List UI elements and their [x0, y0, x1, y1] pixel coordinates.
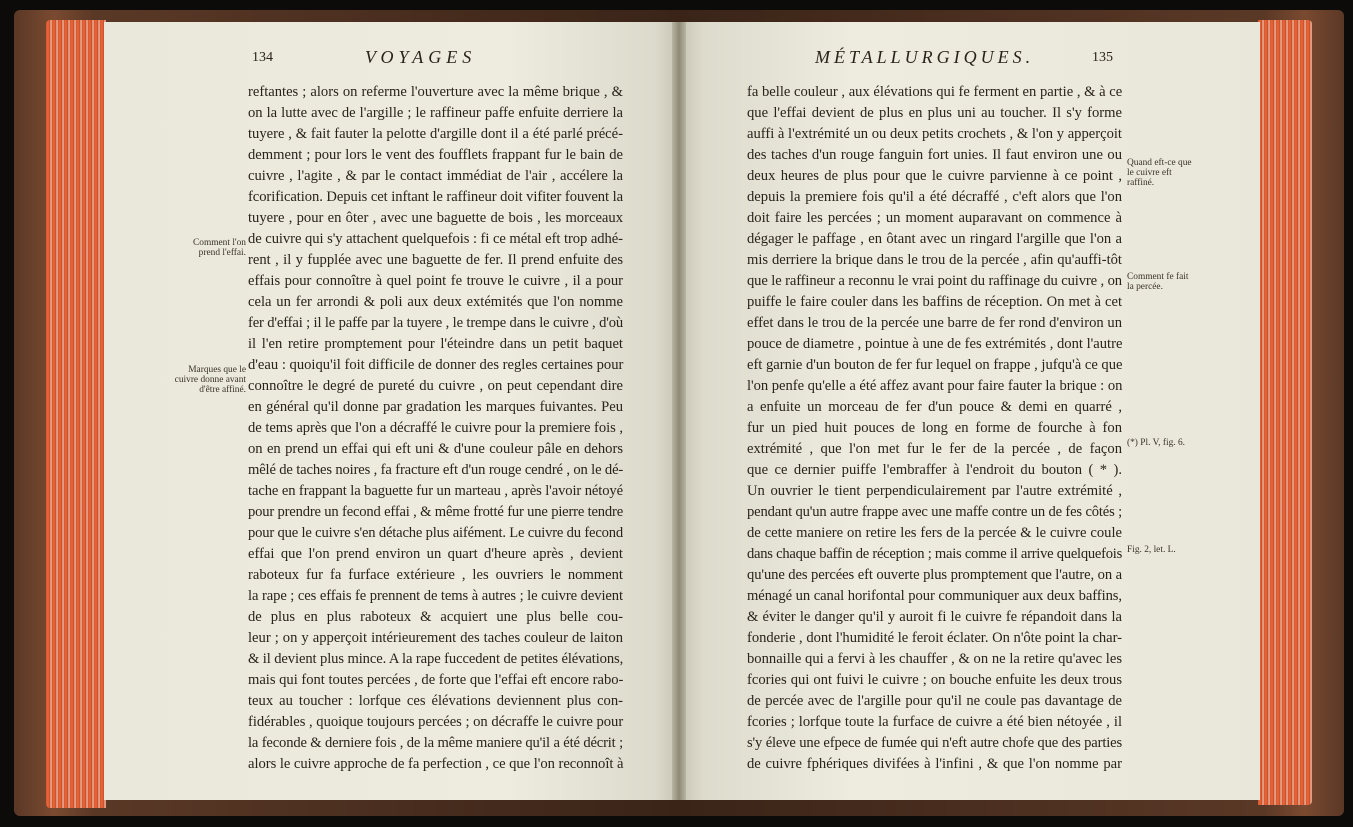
- left-running-head: VOYAGES: [365, 47, 477, 67]
- left-margin-note-1: Comment l'on prend l'effai.: [193, 238, 246, 258]
- right-margin-note-3: (*) Pl. V, fig. 6.: [1127, 438, 1185, 448]
- text-line: que le raffineur a reconnu le vrai point du raffinage du cuivre , on: [747, 273, 1122, 289]
- text-line: de percée avec de l'argille pour qu'il ne coule pas davantage de: [747, 693, 1122, 709]
- text-line: ménagé un canal horifontal pour communiquer aux deux baffins,: [747, 588, 1122, 604]
- text-line: de plus en plus raboteux & acquiert une plus belle cou-: [248, 609, 623, 625]
- text-line: on la lutte avec de l'argille ; le raffineur paffe enfuite derriere la: [248, 105, 623, 121]
- text-line: doit faire les percées ; un moment auparavant on commence à: [747, 210, 1122, 226]
- text-line: que l'effai devient de plus en plus uni au toucher. Il s'y forme: [747, 105, 1122, 121]
- text-line: la feconde & derniere fois , de la même maniere qu'il a été décrit ;: [248, 735, 623, 751]
- text-line: teux au toucher : lorfque ces élévations deviennent plus con-: [248, 693, 623, 709]
- text-line: effais pour connoître à quel point fe trouve le cuivre , il a pour: [248, 273, 623, 289]
- text-line: de tems après que l'on a décraffé le cuivre pour la premiere fois ,: [248, 420, 623, 436]
- text-line: eft garnie d'un bouton de fer fur lequel on frappe , jufqu'à ce que: [747, 357, 1123, 373]
- text-line: puiffe le faire couler dans les baffins de réception. On met à cet: [747, 294, 1122, 310]
- page-edges-left: [46, 20, 106, 808]
- text-line: connoître le degré de pureté du cuivre , on peut cependant dire: [248, 378, 623, 394]
- right-margin-note-4: Fig. 2, let. L.: [1127, 545, 1176, 555]
- text-line: de cuivre fphériques divifées à l'infini , & que l'on nomme par: [747, 756, 1122, 772]
- text-line: fidérables , quoique toujours percées ; on décraffe le cuivre pour: [248, 714, 624, 730]
- page-edges-right: [1258, 20, 1312, 805]
- text-line: en général qu'il donne par gradation les marques fuivantes. Peu: [248, 399, 623, 415]
- text-line: des taches d'un rouge fanguin fort unies. Il faut environ une ou: [747, 147, 1122, 163]
- left-margin-note-2: Marques que le cuivre donne avant d'être affiné.: [174, 365, 246, 395]
- text-line: fer d'effai ; il le paffe par la tuyere , le trempe dans le cuivre , d'où: [248, 315, 623, 331]
- text-line: tache en frappant la baguette fur un marteau , après l'avoir nétoyé: [248, 483, 623, 499]
- text-line: pour prendre un fecond effai , & même frotté fur une pierre tendre: [248, 504, 623, 520]
- text-line: fa belle couleur , aux élévations qui fe ferment en partie , & à ce: [747, 84, 1123, 100]
- text-line: leur ; on y apperçoit intérieurement des taches couleur de laiton: [248, 630, 623, 646]
- text-line: alors le cuivre approche de fa perfection , ce que l'on reconnoît à: [248, 756, 624, 772]
- text-line: la rape ; ces effais fe prennent de tems à autres ; le cuivre devient: [248, 588, 623, 604]
- text-line: pendant qu'un autre frappe avec une maffe contre un de fes côtés ;: [747, 504, 1122, 520]
- text-line: raboteux fur fa furface extérieure , les ouvriers le nomment: [248, 567, 623, 583]
- text-line: rent , il y fupplée avec une baguette de fer. Il prend enfuite des: [248, 252, 623, 268]
- text-line: fcorification. Depuis cet inftant le raffineur doit vifiter fouvent la: [248, 189, 623, 205]
- text-line: l'on penfe qu'elle a été affez avant pour faire fauter la brique : on: [747, 378, 1123, 394]
- text-line: pour que le cuivre s'en détache plus aifément. Le cuivre du fecond: [248, 525, 623, 541]
- text-line: demment ; pour lors le vent des foufflets frappant fur le bain de: [248, 147, 623, 163]
- text-line: deux heures de plus pour que le cuivre parvienne à ce point ,: [747, 168, 1122, 184]
- text-line: dans chaque baffin de réception ; mais comme il arrive quelquefois: [747, 546, 1123, 562]
- text-line: bonnaille qui a fervi à les chauffer , & on ne la retire qu'avec les: [747, 651, 1122, 667]
- text-line: mis derriere la brique dans le trou de la percée , afin qu'auffi-tôt: [747, 252, 1122, 268]
- text-line: effet dans le trou de la percée une barre de fer rond d'environ un: [747, 315, 1122, 331]
- text-line: on en prend un effai qui eft uni & d'une couleur pâle en dehors: [248, 441, 623, 457]
- text-line: fonderie , dont l'humidité le feroit éclater. On n'ôte point la char-: [747, 630, 1122, 646]
- text-line: fcories ; lorfque toute la furface de cuivre a été bien nétoyée , il: [747, 714, 1122, 730]
- text-line: auffi à l'extrémité un ou deux petits crochets , & l'on y apperçoit: [747, 126, 1122, 142]
- text-line: s'y éleve une efpece de fumée qui n'eft autre chofe que des parties: [747, 735, 1122, 751]
- text-line: cuivre , l'agite , & par le contact immédiat de l'air , accélere la: [248, 168, 623, 184]
- text-line: a enfuite un morceau de fer d'un pouce & demi en quarré ,: [747, 399, 1122, 415]
- text-line: pouce de diametre , pointue à une de fes extrémités , dont l'autre: [747, 336, 1123, 352]
- text-line: mêlé de taches noires , fa fracture eft d'un rouge cendré , on le dé-: [248, 462, 624, 478]
- book-gutter: [672, 22, 686, 800]
- text-line: tuyere , & fait fauter la pelotte d'argille dont il a été parlé précé-: [248, 126, 623, 142]
- text-line: de cuivre qui s'y attachent quelquefois : fi ce métal eft trop adhé-: [248, 231, 623, 247]
- text-line: cela un fer arrondi & poli aux deux extémités que l'on nomme: [248, 294, 623, 310]
- text-line: il l'en retire promptement pour l'éteindre dans un petit baquet: [248, 336, 623, 352]
- right-running-head: MÉTALLURGIQUES.: [815, 47, 1035, 67]
- text-line: & il devient plus mince. A la rape fuccedent de petites élévations,: [248, 651, 624, 667]
- right-margin-note-1: Quand eft-ce que le cuivre eft raffiné.: [1127, 158, 1192, 188]
- right-body-text: [747, 82, 1122, 775]
- right-page-number: 135: [1092, 50, 1113, 65]
- text-line: mais qui font toutes percées , de forte que l'effai eft encore rabo-: [248, 672, 624, 688]
- text-line: Un ouvrier le tient perpendiculairement par l'autre extrémité ,: [747, 483, 1122, 499]
- right-margin-note-2: Comment fe fait la percée.: [1127, 272, 1189, 292]
- text-line: & éviter le danger qu'il y auroit fi le cuivre fe répandoit dans la: [747, 609, 1122, 625]
- left-page-number: 134: [252, 50, 273, 65]
- text-line: fcories qui ont fuivi le cuivre ; on bouche enfuite les deux trous: [747, 672, 1122, 688]
- text-line: reftantes ; alors on referme l'ouverture avec la même brique , &: [248, 84, 623, 100]
- text-line: d'eau : quoiqu'il foit difficile de donner des regles certaines pour: [248, 357, 624, 373]
- text-line: que ce dernier puiffe l'embraffer à l'endroit du bouton ( * ).: [747, 462, 1122, 478]
- text-line: effai que l'on prend environ un quart d'heure après , devient: [248, 546, 623, 562]
- text-line: extrémité , que l'on met fur le fer de la percée , de façon: [747, 441, 1122, 457]
- text-line: dégager le paffage , en ôtant avec un ringard l'argille que l'on a: [747, 231, 1122, 247]
- text-line: depuis la premiere fois qu'il a été décraffé , c'eft alors que l'on: [747, 189, 1122, 205]
- text-line: qu'une des percées eft ouverte plus promptement que l'autre, on a: [747, 567, 1122, 583]
- text-line: fur un pied huit pouces de long en forme de fourche à fon: [747, 420, 1122, 436]
- text-line: de cette maniere on retire les fers de la percée & le cuivre coule: [747, 525, 1122, 541]
- text-line: tuyere , pour en ôter , avec une baguette de bois , les morceaux: [248, 210, 623, 226]
- left-body-text: [248, 82, 623, 775]
